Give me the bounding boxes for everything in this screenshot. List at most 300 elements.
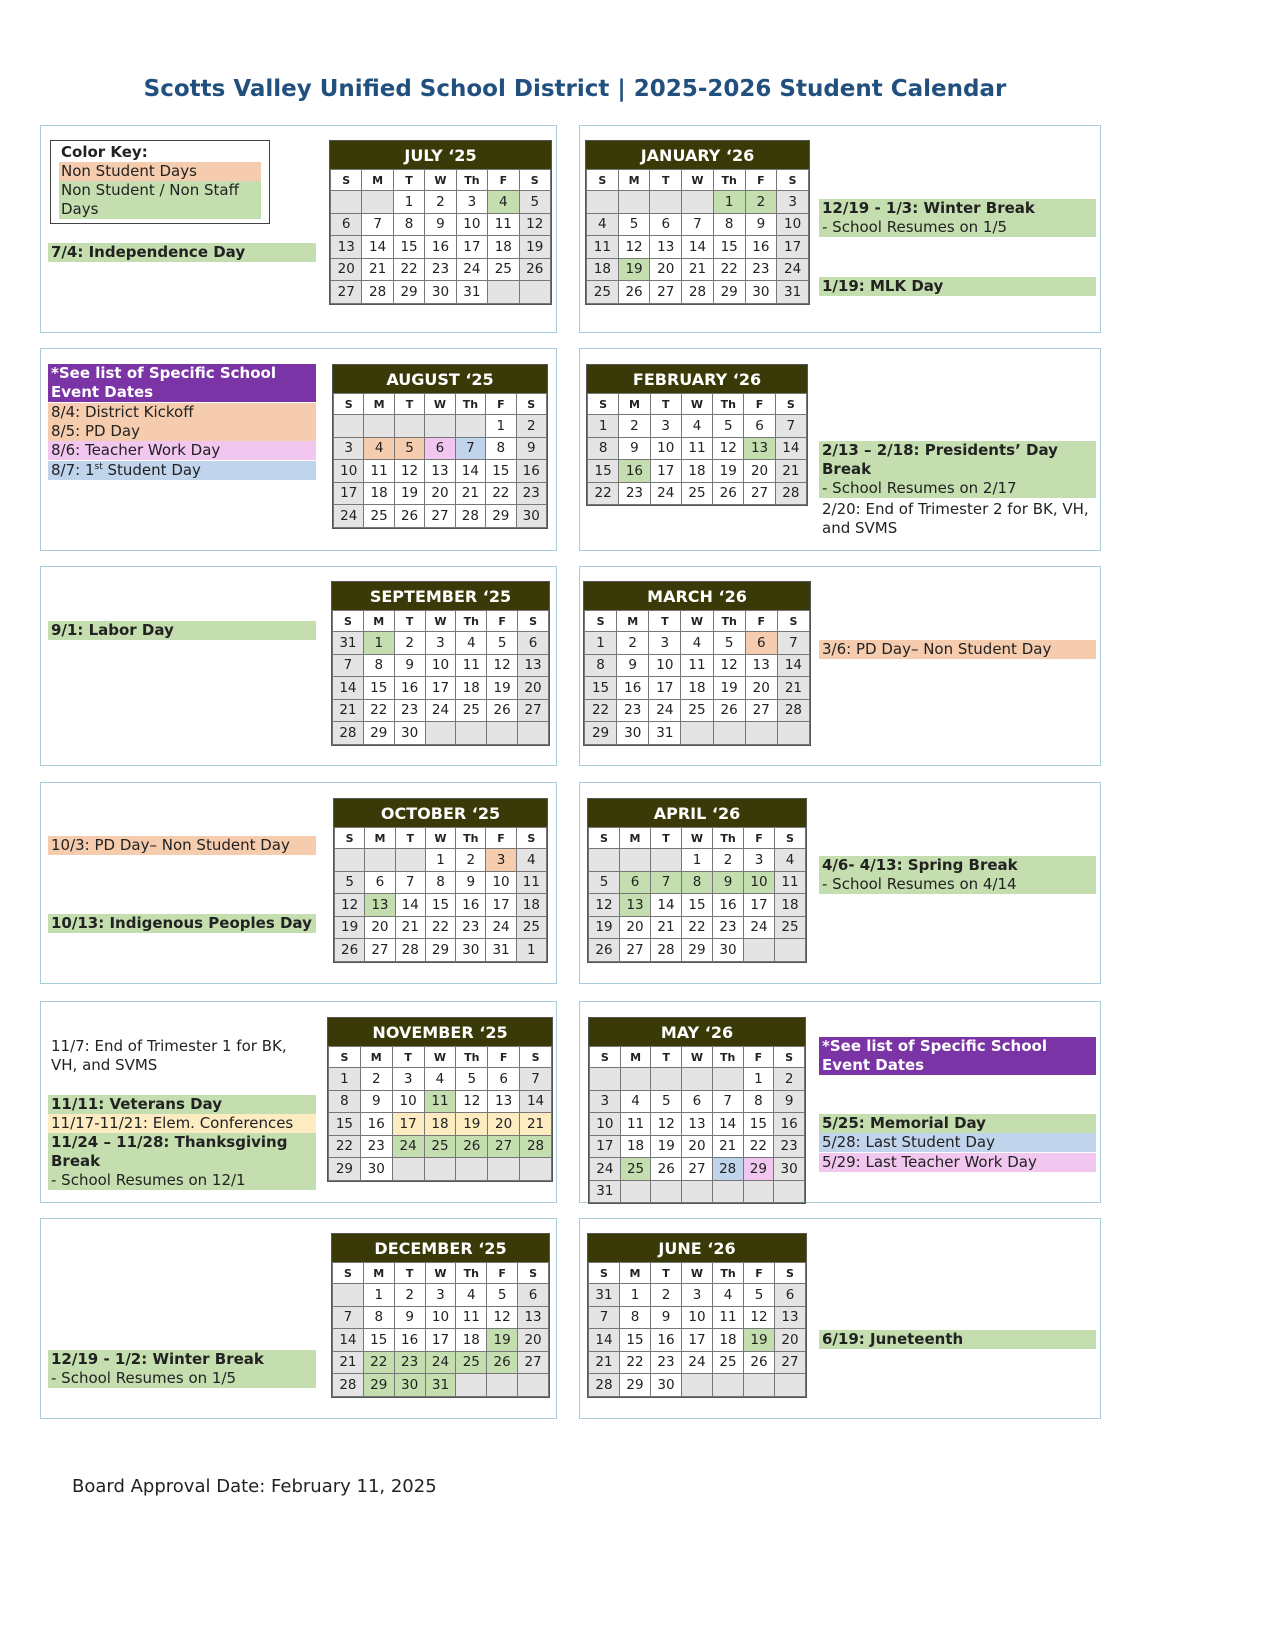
weekday-header: S <box>333 611 364 632</box>
day-cell: 17 <box>425 1329 456 1352</box>
day-cell: 3 <box>744 849 775 872</box>
weekday-header: S <box>516 828 546 849</box>
day-cell: 15 <box>713 236 745 259</box>
day-cell: 8 <box>743 1090 774 1113</box>
day-cell: 4 <box>775 849 806 872</box>
day-cell: 24 <box>590 1158 621 1181</box>
day-cell: 10 <box>486 871 516 894</box>
day-cell <box>365 849 395 872</box>
day-cell: 30 <box>516 505 546 528</box>
day-cell: 16 <box>516 460 546 483</box>
day-cell: 6 <box>745 632 777 655</box>
day-cell: 18 <box>516 894 546 917</box>
day-cell: 4 <box>364 437 394 460</box>
day-cell: 11 <box>456 654 487 677</box>
day-cell: 3 <box>682 1284 713 1307</box>
day-cell: 5 <box>651 1090 682 1113</box>
day-cell: 11 <box>424 1090 456 1113</box>
note-event-dates-link-aug[interactable]: *See list of Specific School Event Dates <box>48 364 316 402</box>
day-cell: 10 <box>334 460 364 483</box>
weekday-header: Th <box>456 611 487 632</box>
day-cell: 12 <box>744 1306 775 1329</box>
note-pd-day-aug: 8/5: PD Day <box>48 422 316 441</box>
day-cell <box>681 722 713 745</box>
weekday-header: T <box>394 394 424 415</box>
day-cell: 30 <box>774 1158 805 1181</box>
day-cell: 14 <box>651 894 682 917</box>
note-event-dates-link-may[interactable]: *See list of Specific School Event Dates <box>819 1037 1096 1075</box>
day-cell: 27 <box>518 1351 549 1374</box>
day-cell: 5 <box>589 871 620 894</box>
day-cell: 4 <box>681 632 713 655</box>
day-cell: 17 <box>649 677 681 700</box>
day-cell: 10 <box>425 654 456 677</box>
day-cell: 31 <box>456 281 487 304</box>
day-cell: 5 <box>713 415 744 438</box>
color-key-title: Color Key: <box>61 143 148 161</box>
weekday-header: S <box>516 394 546 415</box>
day-cell: 21 <box>455 482 485 505</box>
day-cell: 27 <box>365 939 395 962</box>
day-cell: 19 <box>487 1329 518 1352</box>
day-cell: 18 <box>488 236 519 259</box>
day-cell: 28 <box>712 1158 743 1181</box>
day-cell: 9 <box>394 654 425 677</box>
month-title: JUNE ‘26 <box>588 1234 806 1262</box>
day-cell: 2 <box>617 632 649 655</box>
day-cell: 2 <box>425 191 456 214</box>
day-cell: 25 <box>713 1351 744 1374</box>
day-cell: 6 <box>775 1284 806 1307</box>
day-cell: 26 <box>456 1135 488 1158</box>
day-cell: 21 <box>333 699 364 722</box>
day-cell: 21 <box>520 1113 552 1136</box>
day-cell: 27 <box>331 281 362 304</box>
weekday-header: W <box>425 611 456 632</box>
day-cell <box>394 415 424 438</box>
weekday-header: T <box>393 170 424 191</box>
day-cell: 24 <box>650 482 681 505</box>
day-cell: 4 <box>713 1284 744 1307</box>
weekday-header: W <box>682 1047 713 1068</box>
day-cell: 12 <box>394 460 424 483</box>
day-cell: 11 <box>681 437 712 460</box>
day-cell: 10 <box>392 1090 424 1113</box>
day-cell: 8 <box>363 654 394 677</box>
day-cell <box>455 415 485 438</box>
note-pd-day-oct: 10/3: PD Day– Non Student Day <box>48 836 316 855</box>
day-cell: 13 <box>682 1113 713 1136</box>
day-cell: 29 <box>393 281 424 304</box>
day-cell <box>744 939 775 962</box>
day-cell: 12 <box>335 894 365 917</box>
day-cell <box>651 1068 682 1091</box>
day-cell: 6 <box>744 415 775 438</box>
day-cell: 3 <box>590 1090 621 1113</box>
day-cell <box>682 1374 713 1397</box>
note-indigenous-peoples-day: 10/13: Indigenous Peoples Day <box>48 914 316 933</box>
weekday-header: S <box>333 1263 364 1284</box>
weekday-header: Th <box>713 394 744 415</box>
day-cell <box>519 281 550 304</box>
day-cell: 17 <box>777 236 809 259</box>
day-cell: 18 <box>620 1135 651 1158</box>
month-title: SEPTEMBER ‘25 <box>332 582 549 610</box>
weekday-header: Th <box>713 170 745 191</box>
day-cell: 3 <box>649 632 681 655</box>
day-cell <box>618 191 650 214</box>
weekday-header: S <box>775 828 806 849</box>
day-cell: 4 <box>516 849 546 872</box>
weekday-header: F <box>488 1047 520 1068</box>
note-pd-day-mar: 3/6: PD Day– Non Student Day <box>819 640 1096 659</box>
day-cell: 24 <box>486 916 516 939</box>
day-cell: 13 <box>488 1090 520 1113</box>
day-cell: 18 <box>681 460 712 483</box>
day-cell: 14 <box>589 1329 620 1352</box>
calendar-december <box>331 1233 550 1398</box>
day-cell: 12 <box>487 1306 518 1329</box>
day-cell: 30 <box>425 281 456 304</box>
day-cell: 10 <box>649 654 681 677</box>
day-cell: 28 <box>775 482 806 505</box>
day-cell: 21 <box>775 460 806 483</box>
day-cell: 9 <box>516 437 546 460</box>
day-cell: 26 <box>618 281 650 304</box>
day-cell: 31 <box>486 939 516 962</box>
day-cell: 9 <box>360 1090 392 1113</box>
day-cell: 6 <box>620 871 651 894</box>
note-veterans-day: 11/11: Veterans Day <box>48 1095 316 1114</box>
note-elem-conferences: 11/17-11/21: Elem. Conferences <box>48 1114 316 1133</box>
day-cell <box>334 415 364 438</box>
day-cell: 25 <box>456 699 487 722</box>
day-cell: 11 <box>713 1306 744 1329</box>
day-cell: 22 <box>682 916 713 939</box>
weekday-header: S <box>775 1263 806 1284</box>
day-cell: 29 <box>329 1158 361 1181</box>
day-cell: 11 <box>516 871 546 894</box>
day-cell: 7 <box>682 213 714 236</box>
day-cell: 3 <box>777 191 809 214</box>
day-cell: 7 <box>333 654 364 677</box>
day-cell: 26 <box>744 1351 775 1374</box>
day-cell: 8 <box>425 871 455 894</box>
weekday-header: W <box>681 394 712 415</box>
weekday-header: S <box>518 1263 549 1284</box>
day-cell: 7 <box>395 871 425 894</box>
day-cell: 30 <box>617 722 649 745</box>
day-cell: 24 <box>456 258 487 281</box>
day-cell: 27 <box>650 281 682 304</box>
day-cell: 22 <box>585 699 617 722</box>
day-cell: 15 <box>363 1329 394 1352</box>
note-thanksgiving-break: 11/24 – 11/28: Thanksgiving Break - School Resumes on 12/1 <box>48 1133 316 1190</box>
day-cell: 14 <box>395 894 425 917</box>
day-cell: 30 <box>394 722 425 745</box>
day-cell: 23 <box>394 1351 425 1374</box>
weekday-header: W <box>681 611 713 632</box>
day-cell: 5 <box>487 1284 518 1307</box>
day-cell: 23 <box>360 1135 392 1158</box>
day-cell <box>589 849 620 872</box>
day-cell: 21 <box>589 1351 620 1374</box>
day-cell: 13 <box>745 654 777 677</box>
day-cell <box>620 1068 651 1091</box>
day-cell: 7 <box>712 1090 743 1113</box>
weekday-header: Th <box>456 1047 488 1068</box>
day-cell: 31 <box>589 1284 620 1307</box>
day-cell: 1 <box>682 849 713 872</box>
month-title: NOVEMBER ‘25 <box>328 1018 552 1046</box>
day-cell: 22 <box>486 482 516 505</box>
day-cell: 13 <box>620 894 651 917</box>
day-cell: 13 <box>650 236 682 259</box>
day-cell: 2 <box>394 1284 425 1307</box>
day-cell: 5 <box>618 213 650 236</box>
day-cell: 15 <box>620 1329 651 1352</box>
calendar-august <box>332 364 548 529</box>
day-cell: 10 <box>456 213 487 236</box>
day-cell: 20 <box>744 460 775 483</box>
day-cell: 8 <box>486 437 516 460</box>
day-cell <box>487 722 518 745</box>
day-cell: 28 <box>682 281 714 304</box>
note-last-student-day: 5/28: Last Student Day <box>819 1133 1096 1152</box>
day-cell: 23 <box>745 258 777 281</box>
day-cell: 20 <box>331 258 362 281</box>
weekday-header: S <box>334 394 364 415</box>
calendar-november <box>327 1017 553 1182</box>
weekday-header: Th <box>455 394 485 415</box>
weekday-header: Th <box>712 1047 743 1068</box>
weekday-header: W <box>682 170 714 191</box>
day-cell: 12 <box>589 894 620 917</box>
weekday-header: M <box>360 1047 392 1068</box>
day-cell: 11 <box>456 1306 487 1329</box>
weekday-header: Th <box>456 1263 487 1284</box>
day-cell: 20 <box>682 1135 713 1158</box>
day-cell <box>425 722 456 745</box>
day-cell: 15 <box>393 236 424 259</box>
day-cell: 5 <box>487 632 518 655</box>
day-cell: 20 <box>745 677 777 700</box>
day-cell: 30 <box>394 1374 425 1397</box>
day-cell: 6 <box>331 213 362 236</box>
day-cell: 28 <box>589 1374 620 1397</box>
weekday-header: S <box>775 394 806 415</box>
day-cell: 26 <box>487 699 518 722</box>
weekday-header: T <box>392 1047 424 1068</box>
day-cell: 15 <box>585 677 617 700</box>
day-cell: 15 <box>329 1113 361 1136</box>
weekday-header: T <box>651 828 682 849</box>
day-cell <box>713 722 745 745</box>
day-cell: 26 <box>651 1158 682 1181</box>
weekday-header: M <box>620 1047 651 1068</box>
month-title: AUGUST ‘25 <box>333 365 547 393</box>
month-title: DECEMBER ‘25 <box>332 1234 549 1262</box>
day-cell: 27 <box>488 1135 520 1158</box>
day-cell: 3 <box>425 632 456 655</box>
day-cell: 8 <box>713 213 745 236</box>
day-cell: 4 <box>488 191 519 214</box>
day-cell: 8 <box>363 1306 394 1329</box>
weekday-header: S <box>519 170 550 191</box>
day-cell: 28 <box>651 939 682 962</box>
day-cell: 3 <box>456 191 487 214</box>
weekday-header: F <box>745 170 777 191</box>
day-cell: 20 <box>620 916 651 939</box>
day-cell: 21 <box>712 1135 743 1158</box>
weekday-header: Th <box>456 828 486 849</box>
day-cell: 25 <box>681 699 713 722</box>
weekday-header: M <box>617 611 649 632</box>
day-cell: 29 <box>363 1374 394 1397</box>
day-cell: 1 <box>393 191 424 214</box>
day-cell <box>682 1180 713 1203</box>
weekday-header: S <box>335 828 365 849</box>
day-cell <box>651 1180 682 1203</box>
day-cell: 19 <box>394 482 424 505</box>
day-cell <box>745 722 777 745</box>
day-cell: 16 <box>394 1329 425 1352</box>
day-cell: 31 <box>333 632 364 655</box>
day-cell: 9 <box>713 871 744 894</box>
color-key-non-staff-line2: Days <box>59 200 261 219</box>
day-cell <box>651 849 682 872</box>
day-cell <box>456 1158 488 1181</box>
day-cell: 23 <box>713 916 744 939</box>
weekday-header: S <box>587 170 619 191</box>
note-presidents-day-break: 2/13 – 2/18: Presidents’ Day Break - School Resumes on 2/17 <box>819 441 1096 498</box>
day-cell: 13 <box>518 1306 549 1329</box>
page-title: Scotts Valley Unified School District | 2025-2026 Student Calendar <box>143 76 1007 102</box>
weekday-header: T <box>649 611 681 632</box>
day-cell: 10 <box>682 1306 713 1329</box>
day-cell: 20 <box>488 1113 520 1136</box>
day-cell: 14 <box>333 677 364 700</box>
weekday-header: S <box>588 394 619 415</box>
day-cell: 22 <box>363 1351 394 1374</box>
calendar-september <box>331 581 550 746</box>
day-cell: 7 <box>362 213 393 236</box>
day-cell: 15 <box>486 460 516 483</box>
day-cell: 27 <box>620 939 651 962</box>
day-cell: 8 <box>329 1090 361 1113</box>
weekday-header: S <box>331 170 362 191</box>
day-cell: 4 <box>587 213 619 236</box>
day-cell: 2 <box>619 415 650 438</box>
day-cell: 9 <box>425 213 456 236</box>
day-cell: 16 <box>651 1329 682 1352</box>
month-title: FEBRUARY ‘26 <box>587 365 807 393</box>
weekday-header: T <box>394 1263 425 1284</box>
day-cell: 31 <box>777 281 809 304</box>
weekday-header: M <box>363 611 394 632</box>
weekday-header: Th <box>456 170 487 191</box>
day-cell: 21 <box>682 258 714 281</box>
day-cell: 25 <box>424 1135 456 1158</box>
day-cell: 23 <box>394 699 425 722</box>
day-cell: 5 <box>519 191 550 214</box>
day-cell: 7 <box>651 871 682 894</box>
note-labor-day: 9/1: Labor Day <box>48 621 316 640</box>
day-cell: 30 <box>651 1374 682 1397</box>
calendar-may <box>588 1017 806 1204</box>
day-cell: 23 <box>516 482 546 505</box>
day-cell <box>743 1180 774 1203</box>
day-cell: 26 <box>589 939 620 962</box>
weekday-header: S <box>329 1047 361 1068</box>
day-cell: 16 <box>617 677 649 700</box>
day-cell <box>620 1180 651 1203</box>
day-cell: 6 <box>425 437 455 460</box>
day-cell: 6 <box>518 1284 549 1307</box>
day-cell <box>392 1158 424 1181</box>
day-cell: 14 <box>682 236 714 259</box>
day-cell: 5 <box>744 1284 775 1307</box>
day-cell: 17 <box>744 894 775 917</box>
note-end-trimester-2: 2/20: End of Trimester 2 for BK, VH, and SVMS <box>822 500 1089 537</box>
weekday-header: M <box>365 828 395 849</box>
month-title: APRIL ‘26 <box>588 799 806 827</box>
day-cell: 8 <box>682 871 713 894</box>
day-cell: 14 <box>520 1090 552 1113</box>
day-cell: 25 <box>364 505 394 528</box>
day-cell: 9 <box>619 437 650 460</box>
note-first-student-day: 8/7: 1st Student Day <box>48 461 316 480</box>
day-cell <box>395 849 425 872</box>
day-cell: 23 <box>619 482 650 505</box>
day-cell: 24 <box>649 699 681 722</box>
day-cell: 17 <box>334 482 364 505</box>
day-cell: 1 <box>363 1284 394 1307</box>
day-cell: 15 <box>588 460 619 483</box>
day-cell: 29 <box>486 505 516 528</box>
weekday-header: F <box>743 1047 774 1068</box>
day-cell: 2 <box>516 415 546 438</box>
weekday-header: Th <box>713 828 744 849</box>
day-cell: 25 <box>488 258 519 281</box>
day-cell: 26 <box>487 1351 518 1374</box>
day-cell: 24 <box>425 1351 456 1374</box>
day-cell: 26 <box>713 482 744 505</box>
weekday-header: W <box>424 1047 456 1068</box>
day-cell: 17 <box>486 894 516 917</box>
calendar-february <box>586 364 808 506</box>
day-cell: 11 <box>620 1113 651 1136</box>
weekday-header: S <box>520 1047 552 1068</box>
weekday-header: F <box>487 611 518 632</box>
day-cell: 22 <box>393 258 424 281</box>
day-cell <box>424 1158 456 1181</box>
day-cell: 8 <box>588 437 619 460</box>
note-winter-break-dec: 12/19 - 1/2: Winter Break - School Resumes on 1/5 <box>48 1350 316 1388</box>
weekday-header: W <box>682 828 713 849</box>
day-cell: 18 <box>456 677 487 700</box>
day-cell <box>335 849 365 872</box>
day-cell <box>425 415 455 438</box>
weekday-header: F <box>487 1263 518 1284</box>
day-cell: 2 <box>713 849 744 872</box>
day-cell: 7 <box>520 1068 552 1091</box>
day-cell: 22 <box>713 258 745 281</box>
day-cell: 16 <box>425 236 456 259</box>
day-cell: 19 <box>713 677 745 700</box>
day-cell: 9 <box>745 213 777 236</box>
day-cell: 28 <box>395 939 425 962</box>
